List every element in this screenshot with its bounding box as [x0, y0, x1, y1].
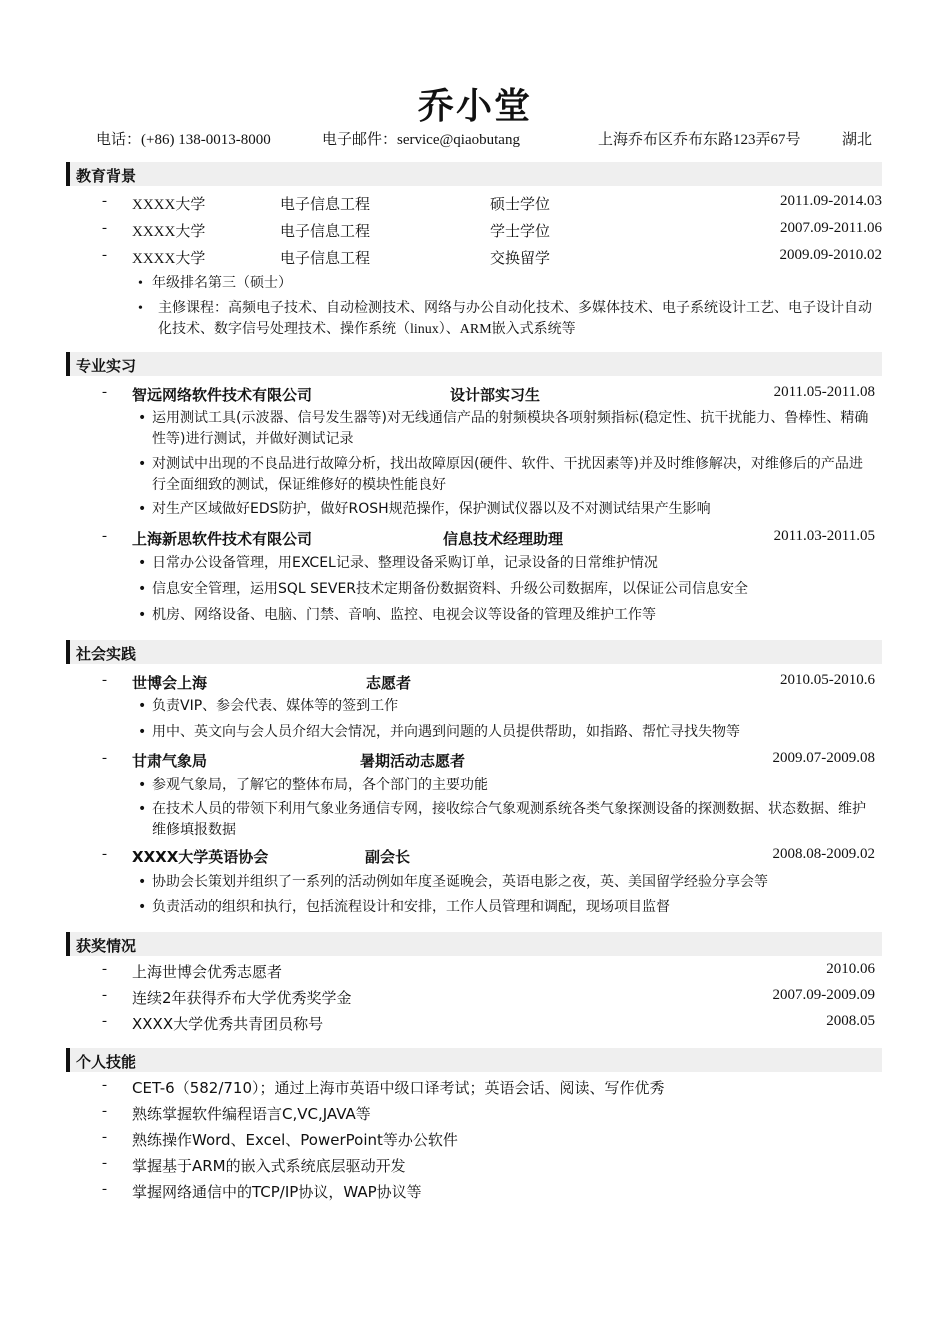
company-name: 智远网络软件技术有限公司	[132, 386, 313, 404]
bullet-text: 对生产区域做好EDS防护，做好ROSH规范操作，保护测试仪器以及不对测试结果产生影响	[152, 501, 711, 517]
dash-marker: -	[102, 672, 107, 688]
education-entry	[0, 247, 950, 271]
bullet-dot: •	[138, 874, 147, 890]
job-role: 信息技术经理助理	[443, 530, 564, 548]
bullet-dot: •	[138, 698, 147, 714]
bullet-dot: •	[138, 607, 147, 623]
section-header-skills	[66, 1048, 882, 1072]
school-name: XXXX大学	[132, 224, 206, 240]
bullet-text: 主修课程：高频电子技术、自动检测技术、网络与办公自动化技术、多媒体技术、电子系统设计工艺、电子设计自动化技术、数字信号处理技术、操作系统（linux）、ARM嵌入式系统等	[158, 301, 872, 337]
practice-entry	[0, 750, 950, 774]
date-range: 2009.07-2009.08	[772, 750, 875, 766]
practice-role: 副会长	[365, 848, 411, 866]
section-header-internship	[66, 352, 882, 376]
section-title: 获奖情况	[76, 937, 137, 955]
skill-text: 掌握基于ARM的嵌入式系统底层驱动开发	[132, 1157, 406, 1175]
bullet-text: 运用测试工具(示波器、信号发生器等)对无线通信产品的射频模块各项射频指标(稳定性、抗干扰能力、鲁棒性、精确性等)进行测试，并做好测试记录	[152, 410, 869, 447]
award-date: 2010.06	[826, 961, 875, 977]
section-title: 个人技能	[76, 1053, 137, 1071]
major: 电子信息工程	[280, 251, 371, 267]
dash-marker: -	[102, 750, 107, 766]
award-item	[0, 961, 950, 985]
dash-marker: -	[102, 220, 107, 236]
skill-item	[0, 1181, 950, 1205]
education-entry	[0, 193, 950, 217]
date-range: 2007.09-2011.06	[780, 220, 882, 236]
dash-marker: -	[102, 1077, 107, 1093]
bullet-dot: •	[138, 777, 147, 793]
bullet-dot: •	[138, 501, 147, 517]
practice-role: 志愿者	[366, 674, 412, 692]
home-address: 上海乔布区乔布东路123弄67号	[598, 132, 801, 148]
date-range: 2010.05-2010.6	[780, 672, 875, 688]
bullet-dot: •	[138, 301, 143, 316]
candidate-name: 乔小堂	[417, 86, 532, 127]
section-bar	[66, 352, 70, 376]
award-date: 2007.09-2009.09	[772, 987, 875, 1003]
bullet-dot: •	[138, 410, 147, 426]
dash-marker: -	[102, 1155, 107, 1171]
school-name: XXXX大学	[132, 197, 206, 213]
skill-item	[0, 1129, 950, 1153]
bullet-text: 用中、英文向与会人员介绍大会情况，并向遇到问题的人员提供帮助，如指路、帮忙寻找失物等	[152, 724, 740, 740]
bullet-dot: •	[138, 581, 147, 597]
bullet-text: 信息安全管理，运用SQL SEVER技术定期备份数据资料、升级公司数据库，以保证公司信息安全	[152, 581, 749, 597]
date-range: 2008.08-2009.02	[772, 846, 875, 862]
email-address: 电子邮件：service@qiaobutang	[322, 132, 520, 148]
award-item	[0, 987, 950, 1011]
bullet-text: 在技术人员的带领下利用气象业务通信专网，接收综合气象观测系统各类气象探测设备的探测数据、状态数据、维护维修填报数据	[152, 801, 866, 838]
bullet-text: 负责活动的组织和执行，包括流程设计和安排，工作人员管理和调配，现场项目监督	[152, 899, 670, 915]
award-item	[0, 1013, 950, 1037]
section-bar	[66, 162, 70, 186]
bullet-text: 负责VIP、参会代表、媒体等的签到工作	[152, 698, 399, 714]
phone-number: 电话：(+86) 138-0013-8000	[96, 132, 271, 148]
dash-marker: -	[102, 1129, 107, 1145]
organization-name: 世博会上海	[132, 674, 208, 692]
skill-item	[0, 1103, 950, 1127]
dash-marker: -	[102, 1103, 107, 1119]
award-date: 2008.05	[826, 1013, 875, 1029]
bullet-dot: •	[138, 801, 147, 817]
bullet-dot: •	[138, 276, 143, 291]
skill-item	[0, 1077, 950, 1101]
degree: 硕士学位	[490, 197, 551, 213]
section-header-awards	[66, 932, 882, 956]
award-text: XXXX大学优秀共青团员称号	[132, 1015, 324, 1033]
education-entry	[0, 220, 950, 244]
skill-item	[0, 1155, 950, 1179]
skill-text: CET-6（582/710）；通过上海市英语中级口译考试；英语会话、阅读、写作优秀	[132, 1079, 665, 1097]
date-range: 2011.09-2014.03	[780, 193, 882, 209]
practice-entry	[0, 672, 950, 696]
degree: 交换留学	[490, 251, 551, 267]
organization-name: 甘肃气象局	[132, 752, 208, 770]
bullet-dot: •	[138, 456, 147, 472]
bullet-dot: •	[138, 899, 147, 915]
dash-marker: -	[102, 1181, 107, 1197]
skill-text: 熟练操作Word、Excel、PowerPoint等办公软件	[132, 1131, 458, 1149]
section-title: 教育背景	[76, 167, 137, 185]
date-range: 2011.05-2011.08	[773, 384, 875, 400]
dash-marker: -	[102, 247, 107, 263]
dash-marker: -	[102, 1013, 107, 1029]
job-role: 设计部实习生	[450, 386, 541, 404]
company-name: 上海新思软件技术有限公司	[132, 530, 313, 548]
date-range: 2009.09-2010.02	[779, 247, 882, 263]
school-name: XXXX大学	[132, 251, 206, 267]
dash-marker: -	[102, 193, 107, 209]
bullet-text: 参观气象局，了解它的整体布局，各个部门的主要功能	[152, 777, 488, 793]
section-bar	[66, 640, 70, 664]
dash-marker: -	[102, 846, 107, 862]
job-entry	[0, 384, 950, 408]
bullet-text: 机房、网络设备、电脑、门禁、音响、监控、电视会议等设备的管理及维护工作等	[152, 607, 656, 623]
bullet-dot: •	[138, 555, 147, 571]
major: 电子信息工程	[280, 197, 371, 213]
organization-name: XXXX大学英语协会	[132, 848, 269, 866]
dash-marker: -	[102, 987, 107, 1003]
practice-entry	[0, 846, 950, 870]
section-bar	[66, 932, 70, 956]
major: 电子信息工程	[280, 224, 371, 240]
province: 湖北	[842, 132, 873, 148]
dash-marker: -	[102, 961, 107, 977]
bullet-dot: •	[138, 724, 147, 740]
date-range: 2011.03-2011.05	[773, 528, 875, 544]
award-text: 上海世博会优秀志愿者	[132, 963, 283, 981]
section-bar	[66, 1048, 70, 1072]
bullet-text: 日常办公设备管理，用EXCEL记录、整理设备采购订单，记录设备的日常维护情况	[152, 555, 658, 571]
section-title: 专业实习	[76, 357, 137, 375]
bullet-text: 对测试中出现的不良品进行故障分析，找出故障原因(硬件、软件、干扰因素等)并及时维修解决，对维修后的产品进行全面细致的测试，保证维修好的模块性能良好	[152, 456, 863, 493]
bullet-text: 协助会长策划并组织了一系列的活动例如年度圣诞晚会，英语电影之夜，英、美国留学经验分享会等	[152, 874, 768, 890]
job-entry	[0, 528, 950, 552]
section-title: 社会实践	[76, 645, 137, 663]
degree: 学士学位	[490, 224, 551, 240]
practice-role: 暑期活动志愿者	[360, 752, 466, 770]
skill-text: 熟练掌握软件编程语言C,VC,JAVA等	[132, 1105, 371, 1123]
skill-text: 掌握网络通信中的TCP/IP协议，WAP协议等	[132, 1183, 422, 1201]
dash-marker: -	[102, 528, 107, 544]
section-header-social	[66, 640, 882, 664]
award-text: 连续2年获得乔布大学优秀奖学金	[132, 989, 352, 1007]
section-header-education	[66, 162, 882, 186]
bullet-text: 年级排名第三（硕士）	[152, 276, 292, 291]
dash-marker: -	[102, 384, 107, 400]
